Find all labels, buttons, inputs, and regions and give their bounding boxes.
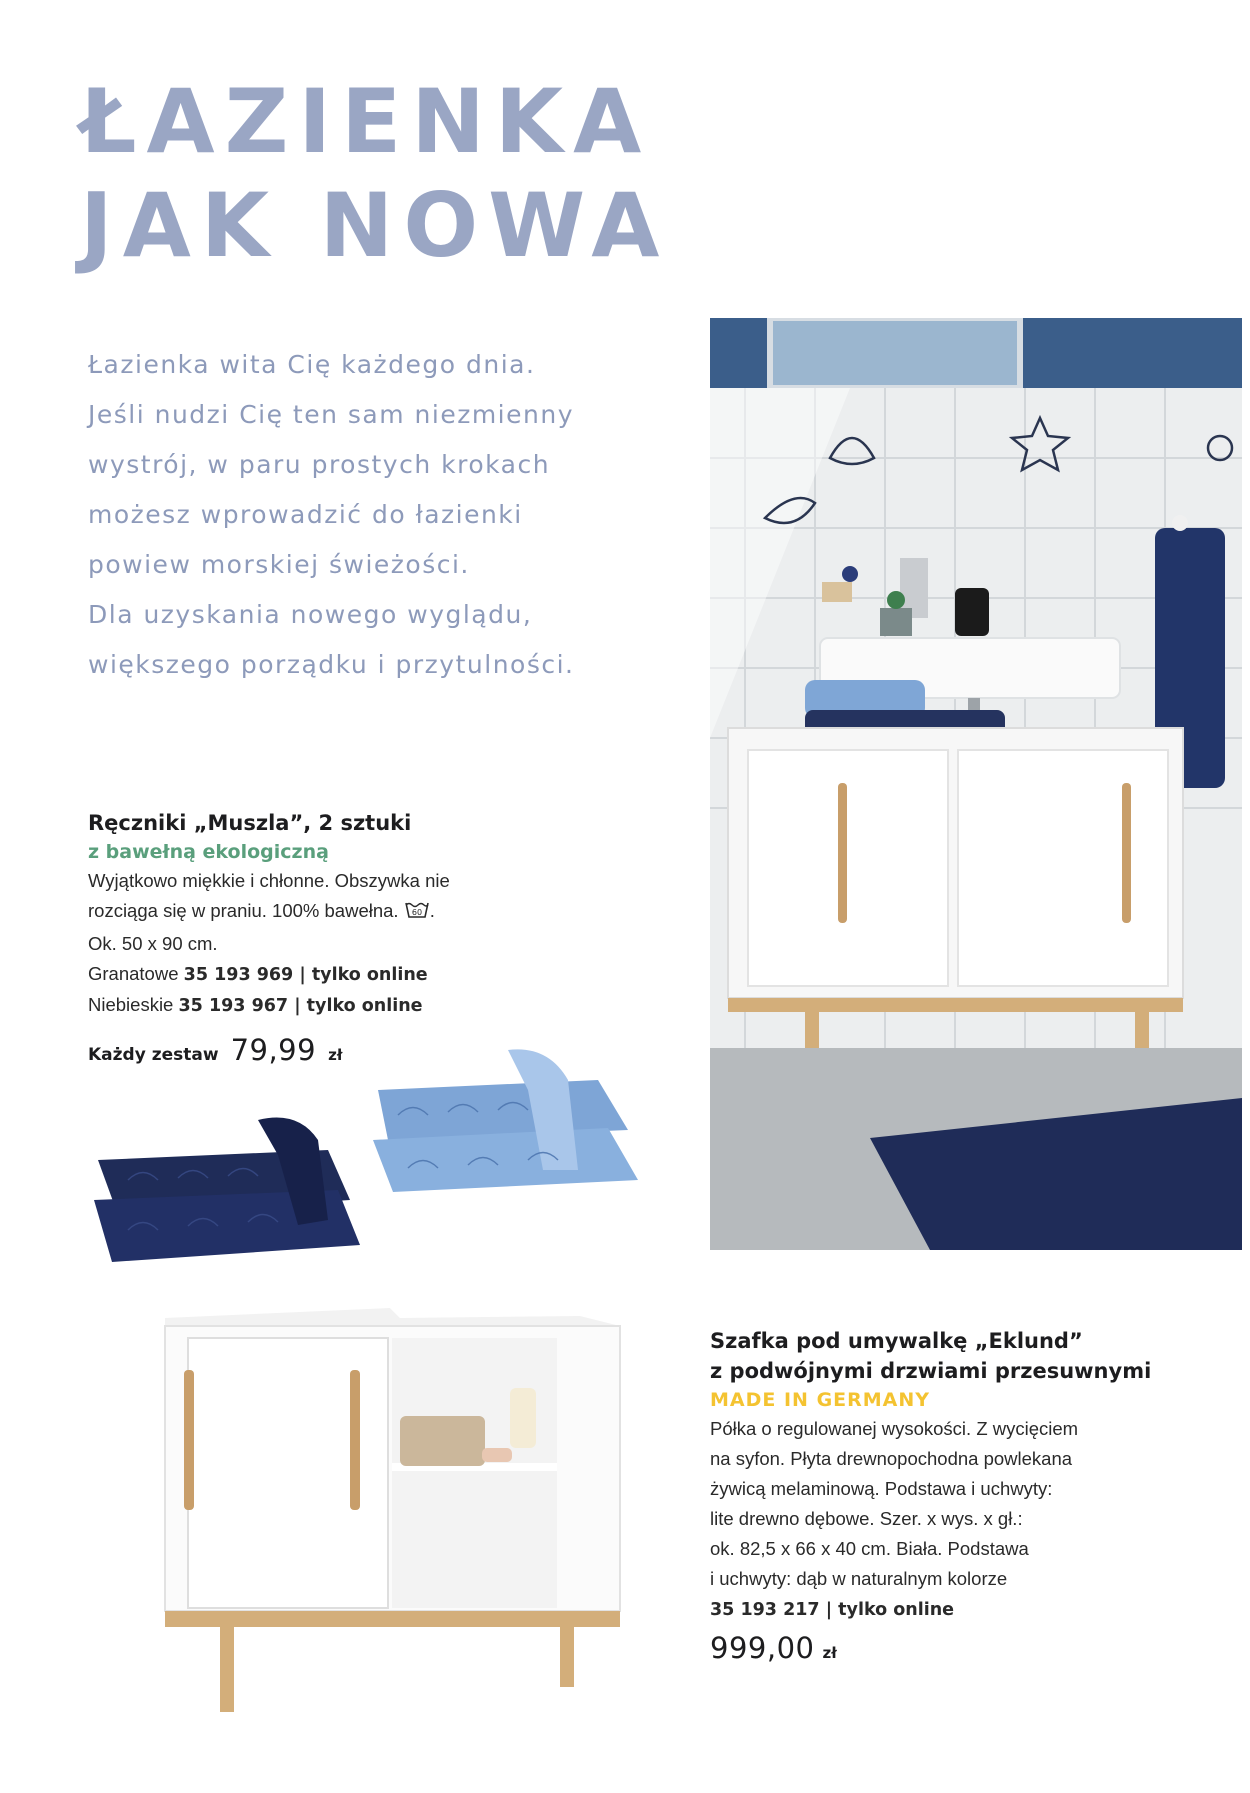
cabinet-title-line-1: Szafka pod umywalkę „Eklund”	[710, 1329, 1083, 1353]
cabinet-desc-line: na syfon. Płyta drewnopochodna powlekana	[710, 1448, 1073, 1469]
bathroom-scene-illustration	[710, 318, 1242, 1250]
price-currency: zł	[822, 1644, 837, 1662]
intro-line: większego porządku i przytulności.	[88, 650, 575, 679]
made-in-germany-badge: MADE IN GERMANY	[710, 1389, 931, 1411]
towels-product-image	[88, 1040, 648, 1280]
cabinet-code: 35 193 217 | tylko online	[710, 1600, 955, 1620]
towel-desc-line-2	[88, 896, 548, 929]
towel-product-title: Ręczniki „Muszla”, 2 sztuki	[88, 811, 412, 835]
cabinet-desc-line: lite drewno dębowe. Szer. x wys. x gł.:	[710, 1508, 1023, 1529]
cabinet-price	[710, 1631, 1230, 1665]
towel-desc-line: rozciąga się w praniu. 100% bawełna.	[88, 900, 399, 921]
cabinet-title-line-2: z podwójnymi drzwiami przesuwnymi	[710, 1359, 1152, 1383]
intro-paragraph	[88, 340, 648, 690]
title-line-2: JAK NOWA	[80, 174, 670, 277]
intro-line: możesz wprowadzić do łazienki	[88, 500, 523, 529]
cabinet-desc-line: i uchwyty: dąb w naturalnym kolorze	[710, 1568, 1008, 1589]
variant-label: Granatowe	[88, 963, 179, 984]
towel-desc-line: Ok. 50 x 90 cm.	[88, 933, 218, 954]
price-value: 79,99	[230, 1033, 317, 1067]
intro-line: Łazienka wita Cię każdego dnia.	[88, 350, 536, 379]
price-value: 999,00	[710, 1631, 815, 1665]
wash-temp: 60	[411, 908, 422, 917]
cabinet-product-info	[710, 1326, 1230, 1665]
intro-line: wystrój, w paru prostych krokach	[88, 450, 551, 479]
page-title	[80, 70, 669, 278]
variant-label: Niebieskie	[88, 994, 174, 1015]
cabinet-desc-line: ok. 82,5 x 66 x 40 cm. Biała. Podstawa	[710, 1538, 1029, 1559]
towel-desc-end: .	[429, 900, 435, 921]
price-currency: zł	[328, 1046, 343, 1064]
cabinet-description	[710, 1414, 1230, 1625]
towel-description	[88, 866, 548, 1021]
wash-60-icon	[404, 899, 430, 929]
cabinet-desc-line: Półka o regulowanej wysokości. Z wycięciem	[710, 1418, 1079, 1439]
variant-code: 35 193 969 | tylko online	[183, 965, 428, 985]
variant-code: 35 193 967 | tylko online	[178, 996, 423, 1016]
bathroom-scene-photo	[710, 318, 1242, 1250]
intro-line: Dla uzyskania nowego wyglądu,	[88, 600, 533, 629]
towel-variant-navy	[88, 959, 548, 990]
title-line-1: ŁAZIENKA	[80, 70, 652, 173]
intro-line: Jeśli nudzi Cię ten sam niezmienny	[88, 400, 574, 429]
navy-towels	[94, 1118, 360, 1263]
price-label: Każdy zestaw	[88, 1045, 219, 1065]
cabinet-desc-line: żywicą melaminową. Podstawa i uchwyty:	[710, 1478, 1053, 1499]
towel-variant-blue	[88, 990, 548, 1021]
cabinet-product-image	[160, 1298, 630, 1718]
intro-line: powiew morskiej świeżości.	[88, 550, 470, 579]
blue-towels	[373, 1049, 638, 1192]
towel-product-info	[88, 808, 548, 1067]
towel-eco-badge: z bawełną ekologiczną	[88, 841, 329, 863]
towel-desc-line: Wyjątkowo miękkie i chłonne. Obszywka nie	[88, 870, 450, 891]
